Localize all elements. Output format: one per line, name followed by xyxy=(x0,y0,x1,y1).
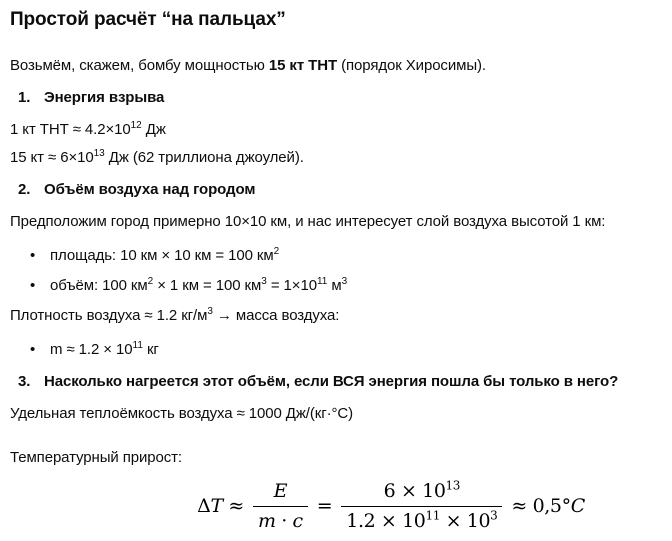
text-run: 11 xyxy=(316,276,328,287)
text-run: 2 xyxy=(273,246,280,257)
text-run: × 1 км = 100 км xyxy=(153,277,262,294)
volume-text xyxy=(50,277,347,294)
density-paragraph xyxy=(10,306,668,326)
fraction-denominator xyxy=(253,506,308,533)
text-run: Дж xyxy=(141,121,166,138)
list-item-volume xyxy=(10,276,668,296)
volume-bullet-list xyxy=(10,246,668,296)
text-run: = xyxy=(316,494,333,517)
text-run: 3 xyxy=(341,276,348,287)
text-run: Возьмём, скажем, бомбу мощностью xyxy=(10,57,269,74)
fraction-denominator xyxy=(341,506,502,533)
text-run: площадь: 10 км × 10 км = 100 км xyxy=(50,247,274,264)
text-run: T xyxy=(210,494,223,517)
text-run: = 1×10 xyxy=(266,277,317,294)
list-item-mass xyxy=(10,340,668,360)
bullet-marker: • xyxy=(30,277,36,294)
mass-text xyxy=(50,341,159,358)
text-run: 1 кт ТНТ ≈ 4.2×10 xyxy=(10,121,131,138)
text-run: m ≈ 1.2 × 10 xyxy=(50,341,133,358)
bullet-marker: • xyxy=(30,341,36,358)
section-heading-2 xyxy=(10,180,668,200)
section-number-1: 1. xyxy=(18,89,31,106)
formula-lhs xyxy=(197,495,244,518)
text-run: ≈ xyxy=(222,494,244,517)
text-run: 12 xyxy=(130,120,142,131)
list-item-area xyxy=(10,246,668,266)
area-text xyxy=(50,247,279,264)
fraction-numerator xyxy=(379,480,465,506)
text-run: 3 xyxy=(207,306,213,317)
text-run: 13 xyxy=(93,148,105,159)
section-title-2: Объём воздуха над городом xyxy=(44,181,256,198)
text-run: ≈ 0,5° xyxy=(511,494,571,517)
text-run: 13 xyxy=(445,478,461,493)
text-run: 11 xyxy=(425,508,440,523)
fraction-numerator xyxy=(269,480,292,506)
energy-line-2 xyxy=(10,148,668,168)
city-assumption-paragraph: Предположим город примерно 10×10 км, и нас интересует слой воздуха высотой 1 км: xyxy=(10,213,606,230)
bullet-marker: • xyxy=(30,247,36,264)
text-run: объём: 100 км xyxy=(50,277,148,294)
section-heading-1 xyxy=(10,88,668,108)
math-formula xyxy=(197,480,585,533)
section-title-1: Энергия взрыва xyxy=(44,89,165,106)
formula-equals xyxy=(317,495,333,518)
text-run: 11 xyxy=(132,340,143,351)
text-run: 15 кт ТНТ xyxy=(268,57,338,74)
text-run: · xyxy=(275,509,293,532)
math-formula-block xyxy=(10,480,668,533)
page-title: Простой расчёт “на пальцах” xyxy=(10,9,286,30)
text-run: 6 × 10 xyxy=(383,480,446,502)
text-run: 15 кт ≈ 6×10 xyxy=(10,149,94,166)
text-run: 3 xyxy=(490,508,498,523)
text-run: C xyxy=(570,494,585,517)
heat-capacity-paragraph: Удельная теплоёмкость воздуха ≈ 1000 Дж/(кг·°С) xyxy=(10,405,354,422)
temperature-gain-label: Температурный прирост: xyxy=(10,449,182,466)
formula-fraction-numeric xyxy=(341,480,502,533)
text-run: м xyxy=(327,277,342,294)
formula-fraction-symbolic xyxy=(253,480,308,533)
text-run: E xyxy=(273,480,288,502)
section-heading-3 xyxy=(10,372,668,392)
text-run: m xyxy=(257,509,276,532)
section-number-3: 3. xyxy=(18,373,31,390)
text-run: Дж (62 триллиона джоулей). xyxy=(104,149,304,166)
text-run: кг xyxy=(142,341,159,358)
text-run: Δ xyxy=(197,494,211,517)
section-title-3: Насколько нагреется этот объём, если ВСЯ энергия пошла бы только в него? xyxy=(44,373,619,390)
text-run: 1.2 × 10 xyxy=(346,509,426,532)
text-run: 3 xyxy=(261,276,267,287)
section-number-2: 2. xyxy=(18,181,31,198)
text-run: (порядок Хиросимы). xyxy=(337,57,486,74)
text-run: → масса воздуха: xyxy=(212,307,340,324)
text-run: 2 xyxy=(147,276,154,287)
mass-bullet-list xyxy=(10,340,668,360)
formula-result xyxy=(511,495,584,518)
text-run: c xyxy=(292,509,303,532)
text-run: Плотность воздуха ≈ 1.2 кг/м xyxy=(10,307,208,324)
energy-line-1 xyxy=(10,120,668,140)
intro-paragraph xyxy=(10,56,668,76)
text-run: × 10 xyxy=(439,509,491,532)
